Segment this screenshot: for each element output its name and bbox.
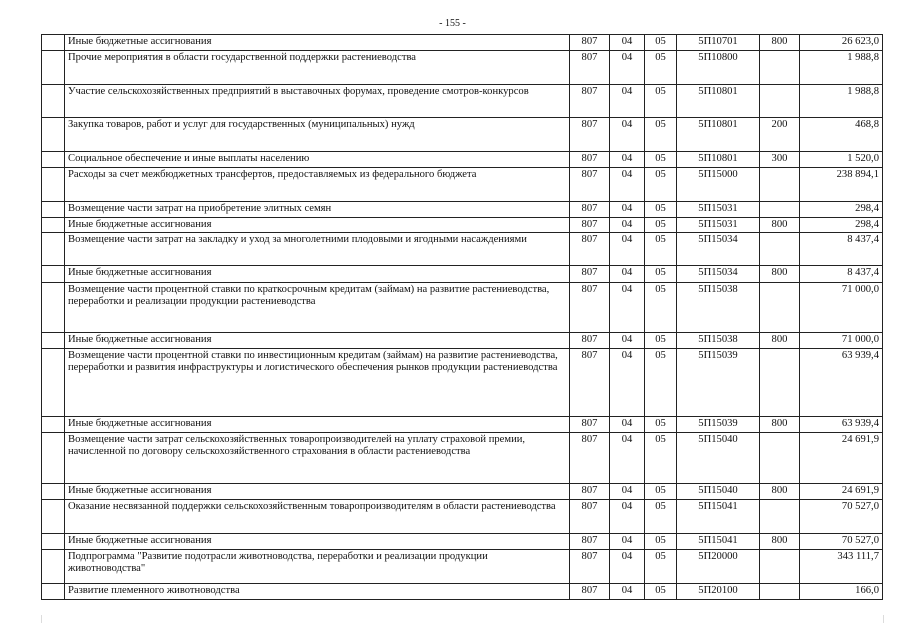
ministry-code-cell: 807 — [570, 232, 610, 265]
table-row — [42, 499, 883, 533]
section-code-cell: 04 — [610, 168, 645, 202]
expense-type-cell — [760, 51, 800, 85]
ministry-code-cell: 807 — [570, 348, 610, 416]
subsection-code-cell: 05 — [645, 416, 677, 432]
expense-name-cell: Оказание несвязанной поддержки сельскохозяйственным товаропроизводителям в области растениеводства — [65, 499, 570, 533]
expense-type-cell: 800 — [760, 218, 800, 233]
table-row — [42, 583, 883, 599]
blank-cell — [42, 282, 65, 332]
subsection-code-cell: 05 — [645, 35, 677, 51]
ministry-code-cell: 807 — [570, 152, 610, 168]
blank-cell — [42, 51, 65, 85]
section-code-cell: 04 — [610, 549, 645, 583]
section-code-cell: 04 — [610, 416, 645, 432]
expense-type-cell: 800 — [760, 35, 800, 51]
expense-type-cell — [760, 583, 800, 599]
expense-type-cell: 800 — [760, 483, 800, 499]
amount-cell: 1 988,8 — [800, 85, 883, 118]
expense-type-cell — [760, 232, 800, 265]
amount-cell: 63 939,4 — [800, 416, 883, 432]
ministry-code-cell: 807 — [570, 549, 610, 583]
subsection-code-cell: 05 — [645, 549, 677, 583]
expense-type-cell — [760, 282, 800, 332]
subsection-code-cell: 05 — [645, 152, 677, 168]
expense-type-cell — [760, 499, 800, 533]
expense-name-cell: Возмещение части затрат на приобретение элитных семян — [65, 202, 570, 218]
ministry-code-cell: 807 — [570, 35, 610, 51]
subsection-code-cell: 05 — [645, 499, 677, 533]
table-row — [42, 232, 883, 265]
subsection-code-cell: 05 — [645, 265, 677, 282]
amount-cell: 71 000,0 — [800, 282, 883, 332]
table-row — [42, 265, 883, 282]
table-row — [42, 168, 883, 202]
section-code-cell: 04 — [610, 218, 645, 233]
amount-cell: 71 000,0 — [800, 332, 883, 348]
ministry-code-cell: 807 — [570, 533, 610, 549]
expense-name-cell: Иные бюджетные ассигнования — [65, 35, 570, 51]
expense-type-cell — [760, 168, 800, 202]
subsection-code-cell: 05 — [645, 348, 677, 416]
amount-cell: 8 437,4 — [800, 265, 883, 282]
expense-name-cell: Подпрограмма "Развитие подотрасли животноводства, переработки и реализации продукции животноводства" — [65, 549, 570, 583]
budget-table — [41, 34, 883, 600]
table-row — [42, 152, 883, 168]
expense-name-cell: Закупка товаров, работ и услуг для государственных (муниципальных) нужд — [65, 118, 570, 152]
target-code-cell: 5П20100 — [677, 583, 760, 599]
ministry-code-cell: 807 — [570, 118, 610, 152]
expense-name-cell: Иные бюджетные ассигнования — [65, 416, 570, 432]
page-number: - 155 - — [439, 18, 466, 29]
table-row — [42, 332, 883, 348]
subsection-code-cell: 05 — [645, 168, 677, 202]
amount-cell: 468,8 — [800, 118, 883, 152]
ministry-code-cell: 807 — [570, 85, 610, 118]
expense-name-cell: Иные бюджетные ассигнования — [65, 533, 570, 549]
target-code-cell: 5П15034 — [677, 265, 760, 282]
section-code-cell: 04 — [610, 282, 645, 332]
amount-cell: 63 939,4 — [800, 348, 883, 416]
ministry-code-cell: 807 — [570, 483, 610, 499]
section-code-cell: 04 — [610, 202, 645, 218]
expense-type-cell — [760, 202, 800, 218]
blank-cell — [42, 218, 65, 233]
amount-cell: 238 894,1 — [800, 168, 883, 202]
subsection-code-cell: 05 — [645, 583, 677, 599]
blank-cell — [42, 152, 65, 168]
expense-name-cell: Участие сельскохозяйственных предприятий в выставочных форумах, проведение смотров-конкурсов — [65, 85, 570, 118]
amount-cell: 343 111,7 — [800, 549, 883, 583]
expense-name-cell: Иные бюджетные ассигнования — [65, 218, 570, 233]
target-code-cell: 5П15039 — [677, 348, 760, 416]
ministry-code-cell: 807 — [570, 332, 610, 348]
expense-type-cell: 200 — [760, 118, 800, 152]
amount-cell: 70 527,0 — [800, 499, 883, 533]
section-code-cell: 04 — [610, 232, 645, 265]
table-row — [42, 202, 883, 218]
expense-name-cell: Возмещение части затрат на закладку и уход за многолетними плодовыми и ягодными насаждениями — [65, 232, 570, 265]
amount-cell: 24 691,9 — [800, 432, 883, 483]
blank-cell — [42, 232, 65, 265]
target-code-cell: 5П15040 — [677, 432, 760, 483]
blank-cell — [42, 118, 65, 152]
expense-type-cell: 800 — [760, 265, 800, 282]
amount-cell: 166,0 — [800, 583, 883, 599]
blank-cell — [42, 549, 65, 583]
target-code-cell: 5П20000 — [677, 549, 760, 583]
ministry-code-cell: 807 — [570, 416, 610, 432]
table-row — [42, 549, 883, 583]
expense-name-cell: Развитие племенного животноводства — [65, 583, 570, 599]
blank-cell — [42, 332, 65, 348]
table-row — [42, 348, 883, 416]
section-code-cell: 04 — [610, 118, 645, 152]
subsection-code-cell: 05 — [645, 232, 677, 265]
target-code-cell: 5П15031 — [677, 218, 760, 233]
target-code-cell: 5П10701 — [677, 35, 760, 51]
ministry-code-cell: 807 — [570, 51, 610, 85]
expense-name-cell: Возмещение части процентной ставки по краткосрочным кредитам (займам) на развитие растениеводства, переработки и реализации продукции растениеводства — [65, 282, 570, 332]
ministry-code-cell: 807 — [570, 432, 610, 483]
expense-name-cell: Социальное обеспечение и иные выплаты населению — [65, 152, 570, 168]
subsection-code-cell: 05 — [645, 332, 677, 348]
expense-type-cell — [760, 348, 800, 416]
subsection-code-cell: 05 — [645, 202, 677, 218]
target-code-cell: 5П10800 — [677, 51, 760, 85]
section-code-cell: 04 — [610, 51, 645, 85]
section-code-cell: 04 — [610, 499, 645, 533]
blank-cell — [42, 533, 65, 549]
section-code-cell: 04 — [610, 583, 645, 599]
subsection-code-cell: 05 — [645, 51, 677, 85]
subsection-code-cell: 05 — [645, 218, 677, 233]
table-row — [42, 483, 883, 499]
section-code-cell: 04 — [610, 85, 645, 118]
blank-cell — [42, 202, 65, 218]
target-code-cell: 5П15041 — [677, 533, 760, 549]
table-row — [42, 432, 883, 483]
target-code-cell: 5П15039 — [677, 416, 760, 432]
subsection-code-cell: 05 — [645, 85, 677, 118]
expense-name-cell: Иные бюджетные ассигнования — [65, 483, 570, 499]
blank-cell — [42, 483, 65, 499]
table-row — [42, 118, 883, 152]
blank-cell — [42, 432, 65, 483]
target-code-cell: 5П15041 — [677, 499, 760, 533]
blank-cell — [42, 499, 65, 533]
target-code-cell: 5П15038 — [677, 282, 760, 332]
amount-cell: 70 527,0 — [800, 533, 883, 549]
table-row — [42, 85, 883, 118]
expense-type-cell — [760, 85, 800, 118]
ministry-code-cell: 807 — [570, 168, 610, 202]
section-code-cell: 04 — [610, 265, 645, 282]
expense-type-cell: 300 — [760, 152, 800, 168]
amount-cell: 298,4 — [800, 202, 883, 218]
blank-cell — [42, 583, 65, 599]
section-code-cell: 04 — [610, 432, 645, 483]
amount-cell: 24 691,9 — [800, 483, 883, 499]
blank-cell — [42, 85, 65, 118]
amount-cell: 1 520,0 — [800, 152, 883, 168]
blank-cell — [42, 348, 65, 416]
target-code-cell: 5П10801 — [677, 85, 760, 118]
target-code-cell: 5П10801 — [677, 118, 760, 152]
table-row — [42, 416, 883, 432]
expense-type-cell: 800 — [760, 416, 800, 432]
amount-cell: 1 988,8 — [800, 51, 883, 85]
target-code-cell: 5П15038 — [677, 332, 760, 348]
table-row — [42, 51, 883, 85]
subsection-code-cell: 05 — [645, 118, 677, 152]
ministry-code-cell: 807 — [570, 499, 610, 533]
target-code-cell: 5П10801 — [677, 152, 760, 168]
target-code-cell: 5П15040 — [677, 483, 760, 499]
expense-type-cell — [760, 549, 800, 583]
subsection-code-cell: 05 — [645, 432, 677, 483]
section-code-cell: 04 — [610, 533, 645, 549]
ministry-code-cell: 807 — [570, 265, 610, 282]
expense-name-cell: Возмещение части затрат сельскохозяйственных товаропроизводителей на уплату страховой премии, начисленной по договору сельскохозяйственного страхования в области растениеводства — [65, 432, 570, 483]
budget-table-body — [42, 35, 883, 600]
amount-cell: 298,4 — [800, 218, 883, 233]
table-row — [42, 282, 883, 332]
ministry-code-cell: 807 — [570, 583, 610, 599]
subsection-code-cell: 05 — [645, 282, 677, 332]
table-row — [42, 218, 883, 233]
amount-cell: 26 623,0 — [800, 35, 883, 51]
expense-name-cell: Прочие мероприятия в области государственной поддержки растениеводства — [65, 51, 570, 85]
target-code-cell: 5П15000 — [677, 168, 760, 202]
ministry-code-cell: 807 — [570, 218, 610, 233]
expense-name-cell: Расходы за счет межбюджетных трансфертов, предоставляемых из федерального бюджета — [65, 168, 570, 202]
ministry-code-cell: 807 — [570, 202, 610, 218]
section-code-cell: 04 — [610, 483, 645, 499]
target-code-cell: 5П15031 — [677, 202, 760, 218]
section-code-cell: 04 — [610, 35, 645, 51]
expense-name-cell: Возмещение части процентной ставки по инвестиционным кредитам (займам) на развитие растениеводства, переработки и развития инфраструктуры и логистического обеспечения рынков продукции растениеводства — [65, 348, 570, 416]
subsection-code-cell: 05 — [645, 533, 677, 549]
expense-type-cell: 800 — [760, 332, 800, 348]
table-row — [42, 35, 883, 51]
blank-cell — [42, 35, 65, 51]
expense-name-cell: Иные бюджетные ассигнования — [65, 332, 570, 348]
blank-cell — [42, 168, 65, 202]
ministry-code-cell: 807 — [570, 282, 610, 332]
expense-name-cell: Иные бюджетные ассигнования — [65, 265, 570, 282]
next-row-edge — [41, 615, 884, 623]
blank-cell — [42, 416, 65, 432]
expense-type-cell — [760, 432, 800, 483]
section-code-cell: 04 — [610, 348, 645, 416]
target-code-cell: 5П15034 — [677, 232, 760, 265]
table-row — [42, 533, 883, 549]
subsection-code-cell: 05 — [645, 483, 677, 499]
section-code-cell: 04 — [610, 332, 645, 348]
section-code-cell: 04 — [610, 152, 645, 168]
blank-cell — [42, 265, 65, 282]
amount-cell: 8 437,4 — [800, 232, 883, 265]
expense-type-cell: 800 — [760, 533, 800, 549]
